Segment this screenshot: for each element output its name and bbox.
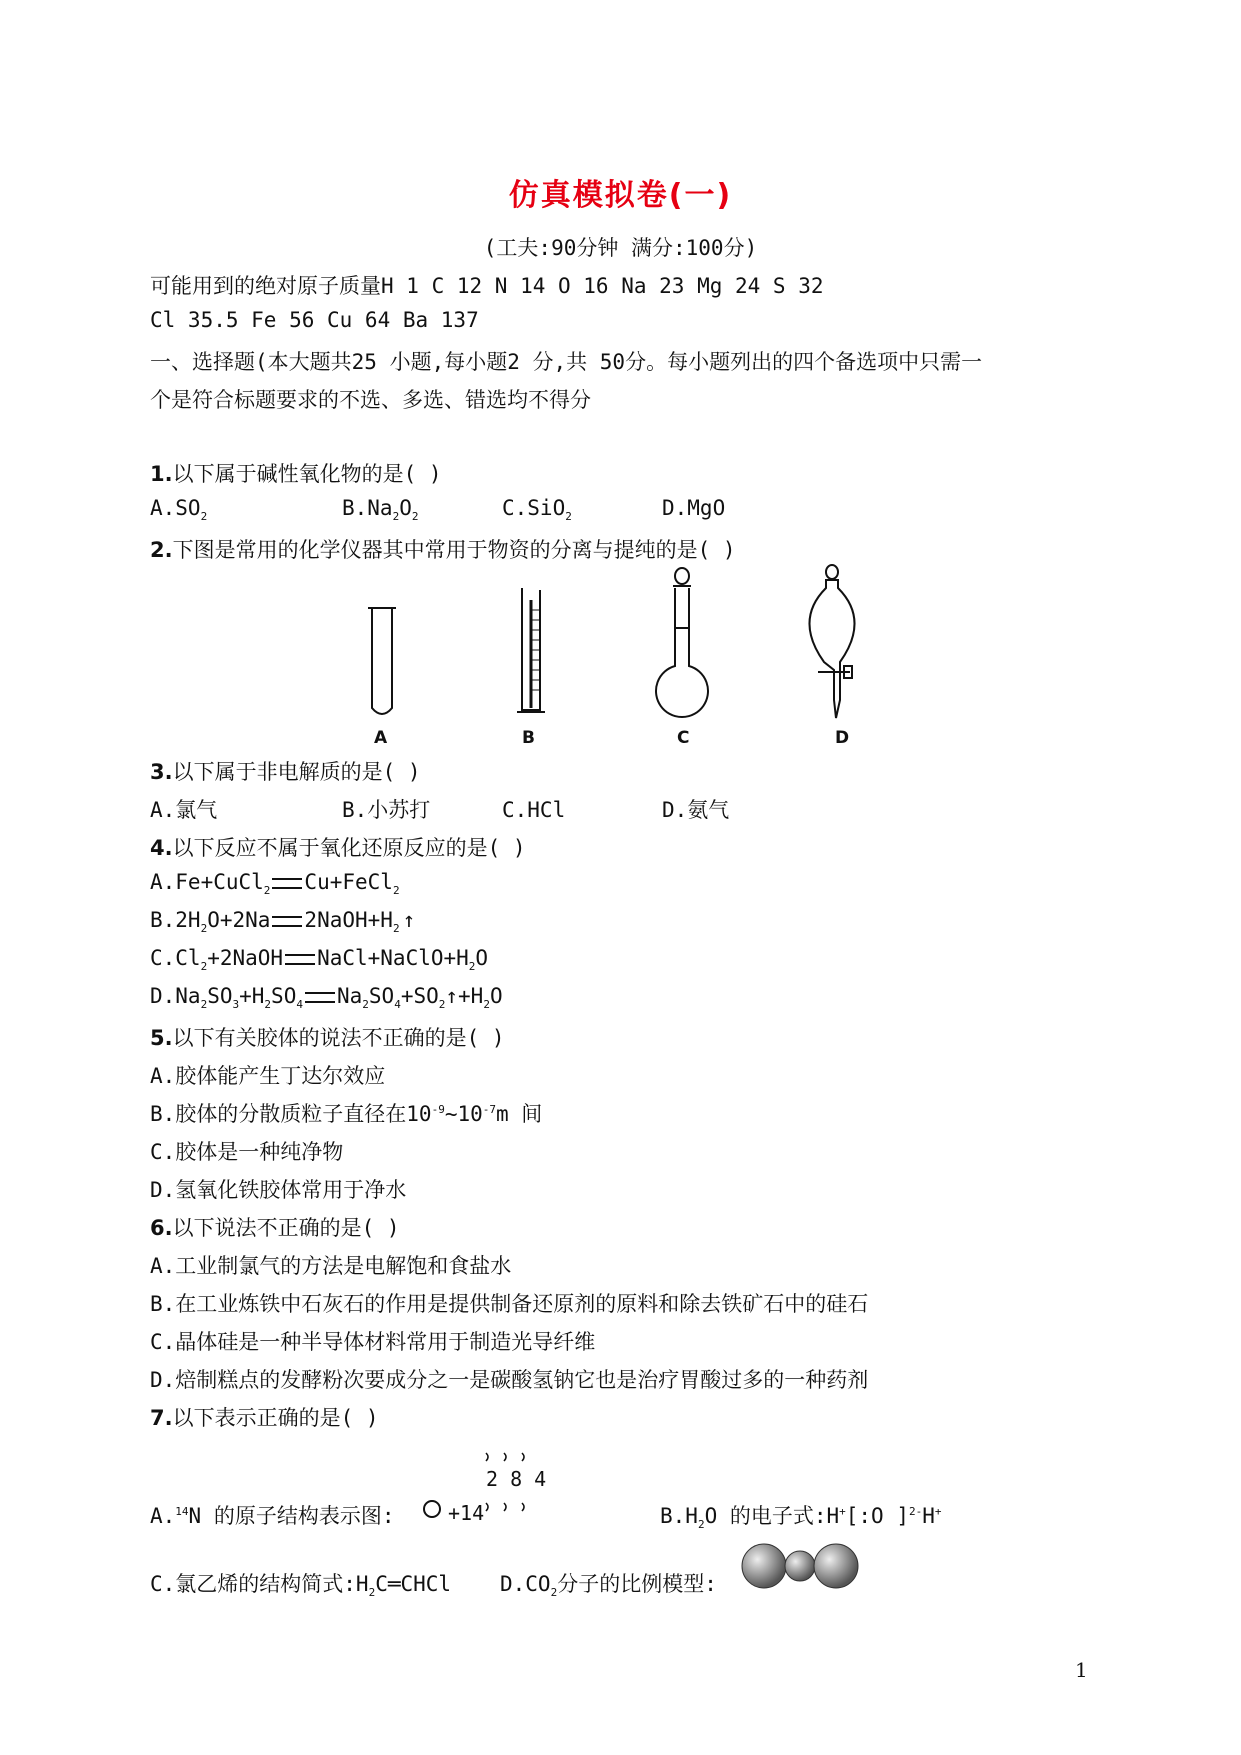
co2-space-filling-model	[740, 1538, 860, 1594]
page-number: 1	[1075, 1658, 1088, 1682]
atomic-masses-line-1: 可能用到的绝对原子质量H 1 C 12 N 14 O 16 Na 23 Mg 24 S 32	[150, 274, 824, 298]
graduated-cylinder-image	[517, 588, 545, 712]
question-4-option-b: $B.2H_2O+2Na$ $2NaOH+H_2$ ↑	[150, 908, 416, 936]
option-a: A.氯气	[150, 798, 218, 822]
atomic-masses-line-2: Cl 35.5 Fe 56 Cu 64 Ba 137	[150, 308, 479, 332]
apparatus-label-c: C	[677, 728, 690, 748]
question-6-option-c: C.晶体硅是一种半导体材料常用于制造光导纤维	[150, 1330, 596, 1354]
question-4-option-c: $C.Cl_2+2NaOH$ $NaCl+NaClO+H_2O$	[150, 946, 489, 974]
test-tube-image	[368, 608, 396, 714]
lab-apparatus-figure	[340, 560, 900, 730]
question-6: 6.以下说法不正确的是( )	[150, 1216, 400, 1240]
question-3: 3.以下属于非电解质的是( )	[150, 760, 421, 784]
exam-info: (工夫:90分钟 满分:100分)	[483, 236, 758, 260]
option-c: C.SiO$_2$	[502, 496, 572, 524]
question-7-option-b: $B.H_2O$ 的电子式:H+[:O ]$^{2-}$H+	[660, 1504, 942, 1532]
section-header-line-1: 一、选择题(本大题共25 小题,每小题2 分,共 50分。每小题列出的四个备选项中只需一	[150, 350, 983, 374]
question-1-options	[150, 496, 725, 523]
question-4-option-a: A.Fe+CuCl$_2$ Cu+FeCl$_2$	[150, 870, 400, 898]
option-a: $A.SO_2$	[150, 496, 208, 524]
question-5-option-b: B.胶体的分散质粒子直径在$10^{-9}\sim 10^{-7}m$ 间	[150, 1102, 543, 1126]
volumetric-flask-image	[656, 568, 708, 717]
nucleus-charge: +14	[448, 1501, 485, 1525]
question-1: 1.以下属于碱性氧化物的是( )	[150, 462, 442, 486]
question-5-option-a: A.胶体能产生丁达尔效应	[150, 1064, 386, 1088]
question-6-option-d: D.焙制糕点的发酵粉次要成分之一是碳酸氢钠它也是治疗胃酸过多的一种药剂	[150, 1368, 869, 1392]
question-5-option-c: C.胶体是一种纯净物	[150, 1140, 344, 1164]
apparatus-label-a: A	[374, 728, 388, 748]
question-7-option-d: $D.CO_2$分子的比例模型:	[500, 1572, 717, 1600]
question-4: 4.以下反应不属于氧化还原反应的是( )	[150, 836, 526, 860]
question-5: 5.以下有关胶体的说法不正确的是( )	[150, 1026, 505, 1050]
equals-sign	[305, 992, 335, 1003]
option-c: C.HCl	[502, 798, 566, 822]
equals-sign	[285, 954, 315, 965]
cylinder-graduations	[532, 610, 539, 690]
apparatus-label-b: B	[522, 728, 535, 748]
question-5-option-d: D.氢氧化铁胶体常用于净水	[150, 1178, 407, 1202]
option-b: $B.Na_2O_2$	[342, 496, 419, 524]
question-6-option-a: A.工业制氯气的方法是电解饱和食盐水	[150, 1254, 512, 1278]
question-7-option-c: C.氯乙烯的结构简式$:H_2C═CHCl$	[150, 1572, 452, 1600]
question-4-option-d: $D.Na_2SO_3+H_2SO_4$ $Na_2SO_4+SO_2↑+H_2O$	[150, 984, 503, 1012]
question-6-option-b: B.在工业炼铁中石灰石的作用是提供制备还原剂的原料和除去铁矿石中的硅石	[150, 1292, 869, 1316]
option-b: B.小苏打	[342, 798, 431, 822]
option-d: D.MgO	[662, 496, 726, 520]
question-7-option-a: A.$^{14}$N 的原子结构表示图:	[150, 1504, 395, 1528]
question-3-options	[150, 794, 729, 824]
option-d: D.氨气	[662, 798, 730, 822]
electron-dot-formula: [:O ]	[845, 1504, 909, 1528]
atomic-structure-diagram	[420, 1445, 550, 1525]
page-title: 仿真模拟卷(一)	[508, 178, 733, 213]
electron-shells: 2 8 4	[486, 1467, 547, 1491]
question-7: 7.以下表示正确的是( )	[150, 1406, 379, 1430]
equals-sign	[272, 878, 302, 889]
equals-sign	[272, 916, 302, 927]
apparatus-label-d: D	[835, 728, 850, 748]
question-2: 2.下图是常用的化学仪器其中常用于物资的分离与提纯的是( )	[150, 538, 736, 562]
separatory-funnel-image	[809, 565, 854, 718]
section-header-line-2: 个是符合标题要求的不选、多选、错选均不得分	[150, 388, 591, 412]
